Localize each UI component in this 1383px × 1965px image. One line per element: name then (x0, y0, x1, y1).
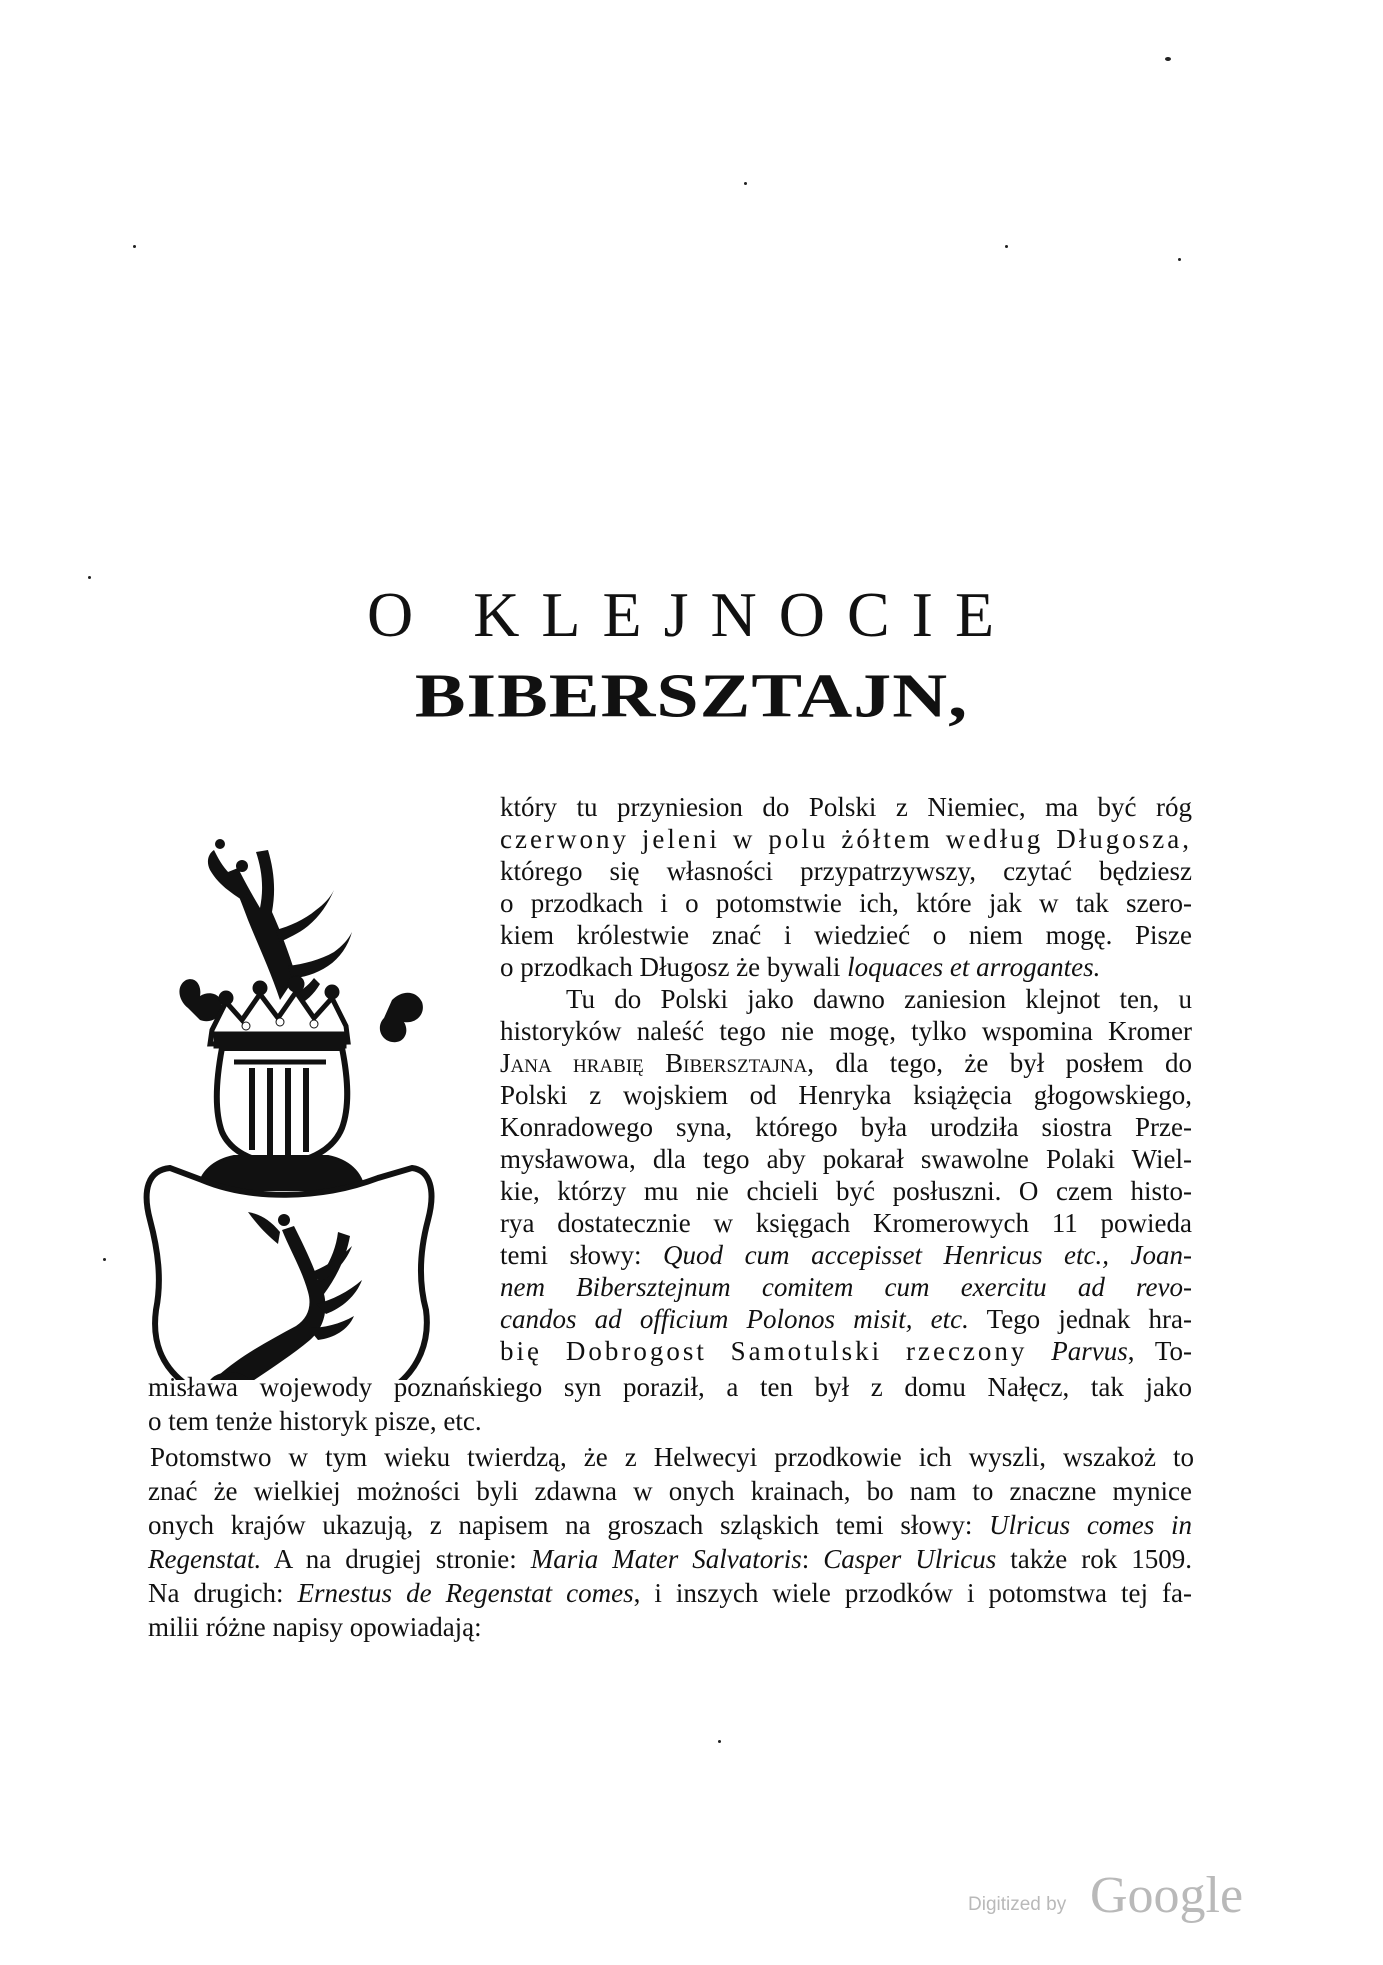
text-line: historyków naleść tego nie mogę, tylko wspomina Kromer (500, 1016, 1192, 1046)
latin-phrase: loquaces et arrogantes. (847, 952, 1101, 982)
text-line: misława wojewody poznańskiego syn poraził, a ten był z domu Nałęcz, tak jako (148, 1372, 1192, 1402)
text-line (148, 1546, 1192, 1573)
text-run: bię Dobrogost Samotulski rzeczony (500, 1336, 1052, 1366)
text-run: : (801, 1544, 824, 1574)
text-line: kiem królestwie znać i wiedzieć o niem mogę. Pisze (500, 920, 1192, 950)
scan-speck (133, 245, 136, 248)
name-small-caps: Jana hrabię Bibersztajna, (500, 1048, 815, 1078)
text-line (500, 1242, 1192, 1269)
text-run: A na drugiej stronie: (261, 1544, 531, 1574)
text-line (500, 1274, 1192, 1301)
text-line (500, 954, 1192, 981)
scan-speck (1165, 57, 1171, 61)
text-run: temi słowy: (500, 1240, 664, 1270)
text-line: o tem tenże historyk pisze, etc. (148, 1406, 482, 1436)
scan-speck (1005, 245, 1008, 248)
latin-quote: Ulricus comes in (989, 1510, 1192, 1540)
latin-quote: Regenstat. (148, 1544, 262, 1574)
text-line: o przodkach i o potomstwie ich, które jak w tak szero- (500, 888, 1192, 918)
text-run: o przodkach Długosz że bywali (500, 952, 848, 982)
text-line: czerwony jeleni w polu żółtem według Długosza, (500, 824, 1192, 854)
scan-speck (718, 1740, 721, 1743)
text-line: kie, którzy mu nie chcieli być posłuszni. O czem histo- (500, 1176, 1192, 1206)
text-line: który tu przyniesion do Polski z Niemiec, ma być róg (500, 792, 1192, 822)
text-run: dla tego, że był posłem do (814, 1048, 1192, 1078)
barred-helm (198, 1048, 364, 1190)
coat-of-arms-illustration (130, 780, 460, 1380)
page-title: O KLEJNOCIE (366, 579, 1017, 650)
scan-speck (88, 576, 91, 579)
text-line: rya dostatecznie w księgach Kromerowych 11 powieda (500, 1208, 1192, 1238)
watermark-prefix: Digitized by (968, 1894, 1067, 1915)
digitized-by-google-watermark (968, 1867, 1244, 1930)
text-line (500, 1050, 1192, 1077)
latin-quote: candos ad officium Polonos misit, etc. (500, 1304, 969, 1334)
text-line (500, 1306, 1192, 1333)
text-run: Tego jednak hra- (968, 1304, 1192, 1334)
scan-speck (1178, 258, 1181, 261)
text-line: Konradowego syna, którego była urodziła siostra Prze- (500, 1112, 1192, 1142)
text-run: , i inszych wiele przodków i potomstwa tej fa- (633, 1578, 1193, 1608)
scan-speck (103, 1258, 106, 1261)
latin-quote: Maria Mater Salvatoris (530, 1544, 802, 1574)
text-line: którego się własności przypatrzywszy, czytać będziesz (500, 856, 1192, 886)
text-run: także rok 1509. (996, 1544, 1192, 1574)
page-title-crest-name: BIBERSZTAJN, (414, 661, 969, 731)
latin-word: Parvus (1051, 1336, 1128, 1366)
stag-antler-crest (208, 839, 352, 1006)
text-line: Polski z wojskiem od Henryka książęcia głogowskiego, (500, 1080, 1192, 1110)
latin-quote: Casper Ulricus (823, 1544, 997, 1574)
latin-quote: Ernestus de Regenstat comes (297, 1578, 634, 1608)
text-line (148, 1512, 1192, 1539)
text-line: mysławowa, dla tego aby pokarał swawolne Polaki Wiel- (500, 1144, 1192, 1174)
scan-speck (744, 182, 747, 185)
text-line: Potomstwo w tym wieku twierdzą, że z Helwecyi przodkowie ich wyszli, wszakoż to (150, 1442, 1194, 1472)
text-run: , To- (1127, 1336, 1192, 1366)
text-line: milii różne napisy opowiadają: (148, 1612, 482, 1642)
text-line (500, 1338, 1192, 1365)
latin-quote: Quod cum accepisset Henricus etc., Joan- (663, 1240, 1192, 1270)
text-run: onych krajów ukazują, z napisem na groszach szląskich temi słowy: (148, 1510, 990, 1540)
text-line: Tu do Polski jako dawno zaniesion klejnot ten, u (566, 984, 1192, 1014)
google-logo: Google (1090, 1867, 1244, 1924)
text-run: Na drugich: (148, 1578, 298, 1608)
text-line: znać że wielkiej możności byli zdawna w onych krainach, bo nam to znaczne mynice (148, 1476, 1192, 1506)
text-line (148, 1580, 1192, 1607)
latin-quote: nem Bibersztejnum comitem cum exercitu ad revo- (500, 1272, 1192, 1302)
